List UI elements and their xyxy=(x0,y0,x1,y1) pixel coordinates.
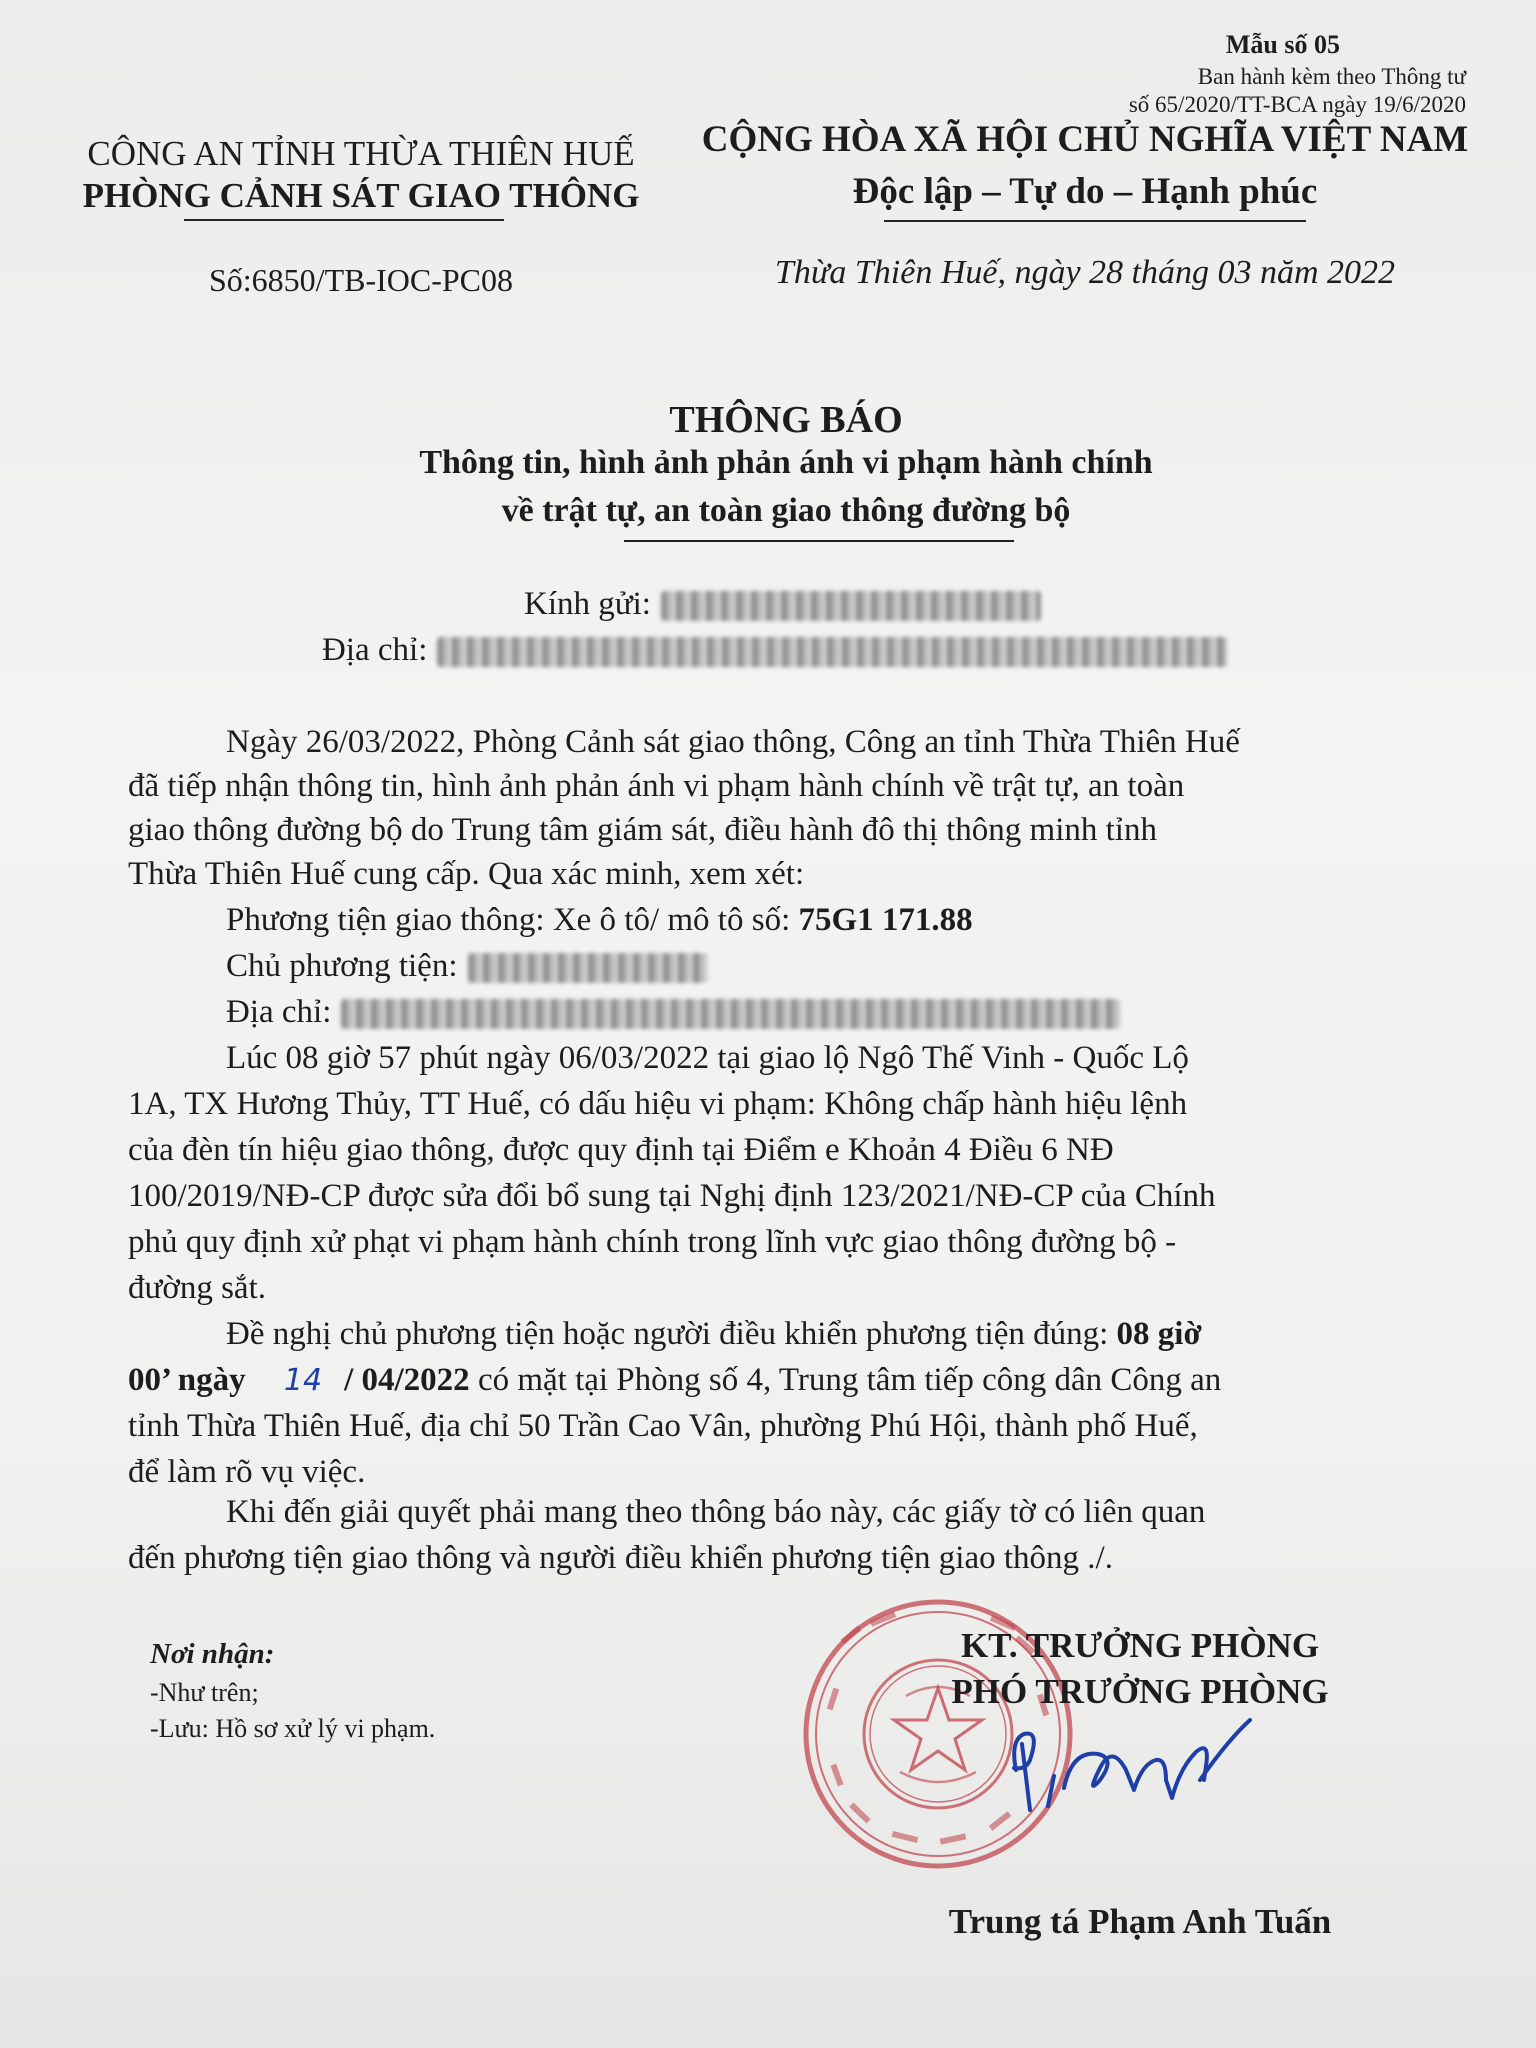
redacted-recipient-address xyxy=(437,637,1227,667)
body-p3-line3: tỉnh Thừa Thiên Huế, địa chỉ 50 Trần Cao Vân, phường Phú Hội, thành phố Huế, xyxy=(128,1408,1198,1444)
place-date: Thừa Thiên Huế, ngày 28 tháng 03 năm 2022 xyxy=(774,254,1396,291)
signer-name: Trung tá Phạm Anh Tuấn xyxy=(948,1902,1332,1941)
body-p1-line3: giao thông đường bộ do Trung tâm giám sát, điều hành đô thị thông minh tỉnh xyxy=(128,812,1157,848)
document-title: THÔNG BÁO xyxy=(669,399,903,441)
form-note-line2: số 65/2020/TT-BCA ngày 19/6/2020 xyxy=(1128,92,1466,117)
form-number: Mẫu số 05 xyxy=(1225,30,1340,59)
document-subtitle-line2: về trật tự, an toàn giao thông đường bộ xyxy=(501,492,1071,529)
agency-parent: CÔNG AN TỈNH THỪA THIÊN HUẾ xyxy=(87,134,635,173)
signature-title-line1: KT. TRƯỞNG PHÒNG xyxy=(960,1626,1320,1665)
body-p2-line6: đường sắt. xyxy=(128,1270,266,1306)
recipients-item2: -Lưu: Hồ sơ xử lý vi phạm. xyxy=(150,1714,436,1743)
owner-address-line xyxy=(226,994,1121,1031)
recipient-line xyxy=(524,586,1041,623)
recipient-address-label: Địa chỉ: xyxy=(322,632,428,668)
handwritten-signature-icon xyxy=(1000,1710,1300,1820)
vehicle-label: Phương tiện giao thông: Xe ô tô/ mô tô số: xyxy=(226,902,791,938)
owner-label: Chủ phương tiện: xyxy=(226,948,458,984)
agency-name: PHÒNG CẢNH SÁT GIAO THÔNG xyxy=(82,176,640,215)
body-p1-line4: Thừa Thiên Huế cung cấp. Qua xác minh, xem xét: xyxy=(128,856,805,892)
appointment-hour: 08 giờ xyxy=(1116,1316,1202,1352)
motto-underline xyxy=(884,220,1306,222)
body-p3-line2 xyxy=(128,1362,1221,1399)
body-p3-line1 xyxy=(226,1316,1202,1353)
vehicle-line xyxy=(226,902,973,939)
nation-name: CỘNG HÒA XÃ HỘI CHỦ NGHĨA VIỆT NAM xyxy=(701,119,1469,160)
appointment-month-year: / 04/2022 xyxy=(344,1362,470,1398)
agency-underline xyxy=(184,219,504,221)
document-number: Số:6850/TB-IOC-PC08 xyxy=(208,262,514,298)
body-p4-line2: đến phương tiện giao thông và người điều khiển phương tiện giao thông ./. xyxy=(128,1540,1113,1576)
signature-title-line2: PHÓ TRƯỞNG PHÒNG xyxy=(951,1672,1329,1711)
body-p3-line4: để làm rõ vụ việc. xyxy=(128,1454,366,1490)
body-p2-line3: của đèn tín hiệu giao thông, được quy định tại Điểm e Khoản 4 Điều 6 NĐ xyxy=(128,1132,1114,1168)
recipients-title: Nơi nhận: xyxy=(150,1638,275,1670)
vehicle-plate: 75G1 171.88 xyxy=(798,902,973,938)
owner-address-label: Địa chỉ: xyxy=(226,994,332,1030)
appointment-minute: 00’ ngày xyxy=(128,1362,246,1398)
body-p3-line1-text: Đề nghị chủ phương tiện hoặc người điều khiển phương tiện đúng: xyxy=(226,1316,1109,1352)
form-note-line1: Ban hành kèm theo Thông tư xyxy=(1197,64,1466,89)
body-p2-line4: 100/2019/NĐ-CP được sửa đổi bổ sung tại Nghị định 123/2021/NĐ-CP của Chính xyxy=(128,1178,1216,1214)
nation-motto: Độc lập – Tự do – Hạnh phúc xyxy=(852,171,1318,212)
redacted-recipient-name xyxy=(661,591,1041,621)
document-subtitle-line1: Thông tin, hình ảnh phản ánh vi phạm hành chính xyxy=(419,444,1153,481)
body-p1-line1: Ngày 26/03/2022, Phòng Cảnh sát giao thông, Công an tỉnh Thừa Thiên Huế xyxy=(226,724,1240,760)
redacted-owner-name xyxy=(468,953,708,983)
body-p2-line1: Lúc 08 giờ 57 phút ngày 06/03/2022 tại giao lộ Ngô Thế Vinh - Quốc Lộ xyxy=(226,1040,1189,1076)
recipient-label: Kính gửi: xyxy=(524,586,651,622)
body-p1-line2: đã tiếp nhận thông tin, hình ảnh phản ánh vi phạm hành chính về trật tự, an toàn xyxy=(128,768,1185,804)
owner-line xyxy=(226,948,708,985)
body-p3-line2-text: có mặt tại Phòng số 4, Trung tâm tiếp công dân Công an xyxy=(477,1362,1222,1398)
body-p2-line5: phủ quy định xử phạt vi phạm hành chính trong lĩnh vực giao thông đường bộ - xyxy=(128,1224,1177,1260)
body-p4-line1: Khi đến giải quyết phải mang theo thông báo này, các giấy tờ có liên quan xyxy=(226,1494,1206,1530)
recipient-address-line xyxy=(322,632,1227,669)
handwritten-day: 14 xyxy=(283,1363,323,1398)
title-underline xyxy=(624,540,1014,542)
redacted-owner-address xyxy=(341,999,1121,1029)
recipients-item1: -Như trên; xyxy=(150,1678,259,1707)
body-p2-line2: 1A, TX Hương Thủy, TT Huế, có dấu hiệu vi phạm: Không chấp hành hiệu lệnh xyxy=(128,1086,1188,1122)
